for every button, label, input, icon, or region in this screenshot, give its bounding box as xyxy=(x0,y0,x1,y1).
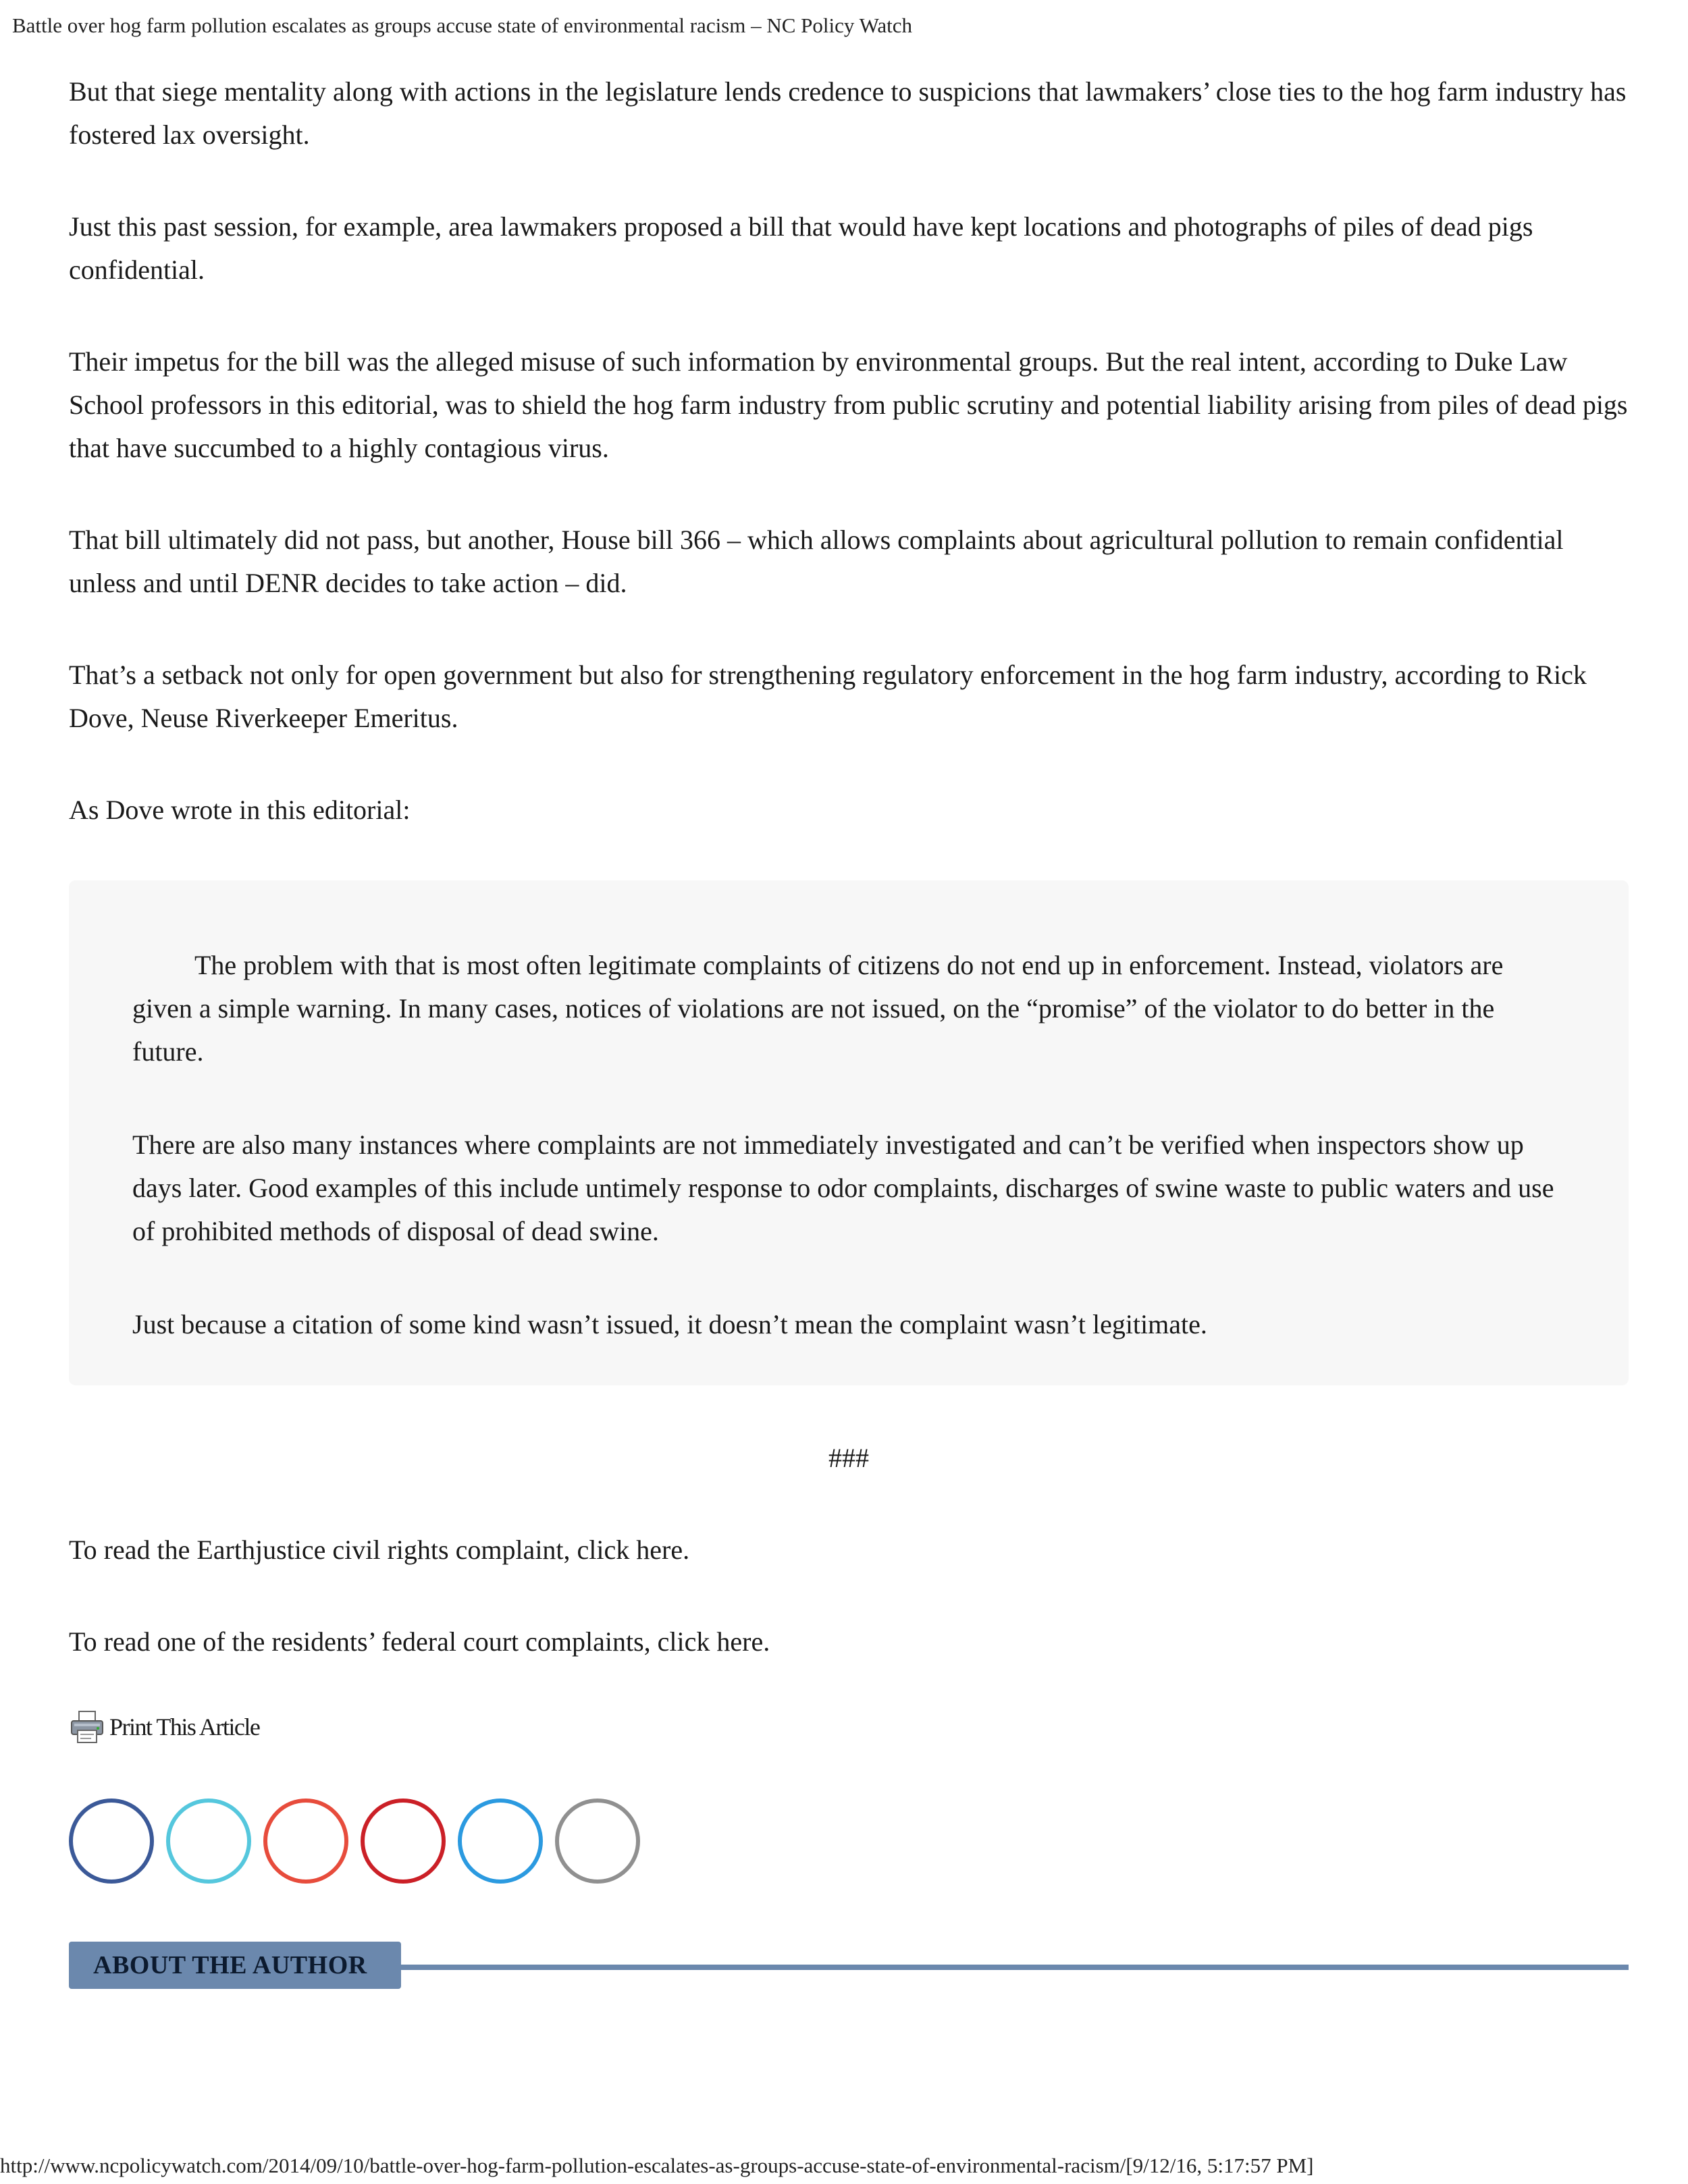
article-paragraph: Just this past session, for example, area lawmakers proposed a bill that would have kept locations and photographs of piles of dead pigs confidential. xyxy=(69,211,1533,285)
quote-paragraph: Just because a citation of some kind wasn’t issued, it doesn’t mean the complaint wasn’t legitimate. xyxy=(132,1309,1207,1339)
article-paragraph: Their impetus for the bill was the alleged misuse of such information by environmental groups. But the real intent, according to Duke Law School professors in this editorial, was to shield the hog farm industry from public scrutiny and potential liability arising from piles of dead pigs that have succumbed to a highly contagious virus. xyxy=(69,346,1628,463)
federal-link-text[interactable]: To read one of the residents’ federal court complaints, click here. xyxy=(69,1626,770,1657)
article-paragraph: That bill ultimately did not pass, but another, House bill 366 – which allows complaints about agricultural pollution to remain confidential unless and until DENR decides to take action – did. xyxy=(69,525,1564,598)
article-paragraph: That’s a setback not only for open government but also for strengthening regulatory enforcement in the hog farm industry, according to Rick Dove, Neuse Riverkeeper Emeritus. xyxy=(69,660,1587,733)
share-button-1[interactable] xyxy=(69,1799,154,1884)
section-divider: ### xyxy=(828,1443,869,1473)
share-button-4[interactable] xyxy=(361,1799,446,1884)
share-button-6[interactable] xyxy=(555,1799,640,1884)
social-share-buttons xyxy=(69,1799,1629,1884)
article-paragraph: But that siege mentality along with actions in the legislature lends credence to suspicions that lawmakers’ close ties to the hog farm industry has fostered lax oversight. xyxy=(69,76,1627,150)
federal-complaint-link[interactable] xyxy=(69,1620,1629,1663)
print-article-button[interactable] xyxy=(69,1707,1629,1747)
share-button-3[interactable] xyxy=(263,1799,348,1884)
page-header-title: Battle over hog farm pollution escalates as groups accuse state of environmental racism – NC Policy Watch xyxy=(12,14,912,37)
quote-paragraph: There are also many instances where complaints are not immediately investigated and can’t be verified when inspectors show up days later. Good examples of this include untimely response to odor complaints, discharges of swine waste to public waters and use of prohibited methods of disposal of dead swine. xyxy=(132,1129,1554,1246)
quote-paragraph: The problem with that is most often legitimate complaints of citizens do not end up in enforcement. Instead, violators are given a simple warning. In many cases, notices of violations are not issued, on the “promise” of the violator to do better in the future. xyxy=(132,950,1504,1067)
about-the-author-section xyxy=(69,1942,1629,1989)
editorial-blockquote xyxy=(69,880,1629,1385)
share-button-5[interactable] xyxy=(458,1799,543,1884)
earthjustice-complaint-link[interactable] xyxy=(69,1528,1629,1572)
page-footer-url: http://www.ncpolicywatch.com/2014/09/10/battle-over-hog-farm-pollution-escalates-as-groups-accuse-state-of-environmental-racism/[9/12/16, 5:17:57 PM] xyxy=(0,2154,1314,2177)
share-button-2[interactable] xyxy=(166,1799,251,1884)
printer-icon[interactable] xyxy=(69,1709,105,1745)
print-article-label[interactable]: Print This Article xyxy=(109,1713,260,1740)
article-body xyxy=(69,70,1629,1989)
earthjustice-link-text[interactable]: To read the Earthjustice civil rights complaint, click here. xyxy=(69,1535,690,1565)
about-the-author-tab: ABOUT THE AUTHOR xyxy=(69,1942,401,1989)
article-paragraph: As Dove wrote in this editorial: xyxy=(69,795,411,825)
